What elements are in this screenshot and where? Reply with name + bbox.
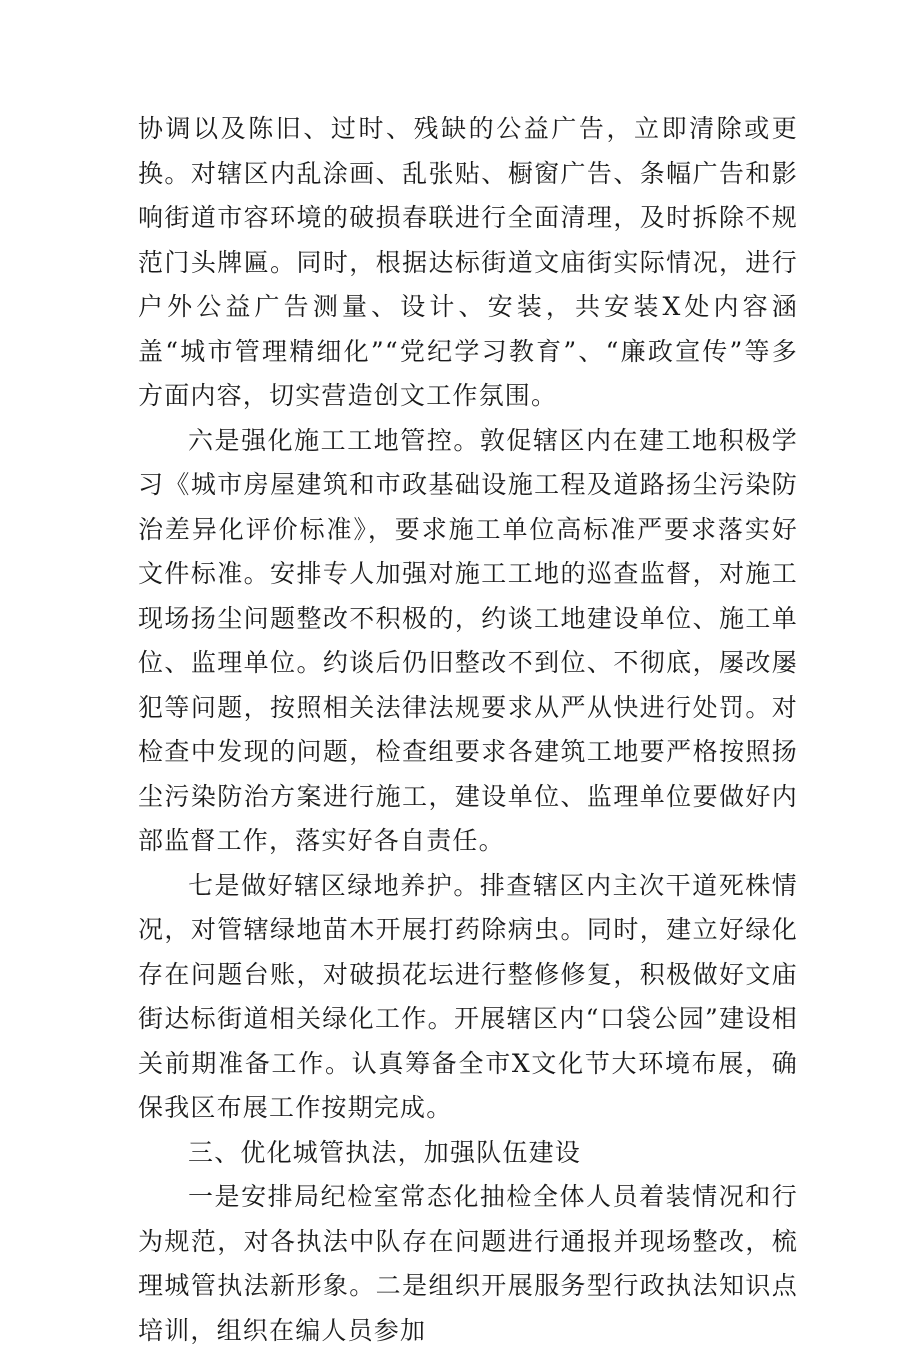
paragraph-greenbelt-maintenance: 七是做好辖区绿地养护。排查辖区内主次干道死株情况，对管辖绿地苗木开展打药除病虫。同时，建立好绿化存在问题台账，对破损花坛进行整修修复，积极做好文庙街达标街道相关绿化工作。开展辖区内“口袋公园”建设相关前期准备工作。认真筹备全市X文化节大环境布展，确保我区布展工作按期完成。 (138, 870, 798, 1122)
paragraph-discipline-inspection: 一是安排局纪检室常态化抽检全体人员着装情况和行为规范，对各执法中队存在问题进行通报并现场整改，梳理城管执法新形象。二是组织开展服务型行政执法知识点培训，组织在编人员参加 (138, 1182, 798, 1345)
document-body (138, 107, 798, 1353)
section-heading-enforcement: 三、优化城管执法，加强队伍建设 (188, 1137, 582, 1167)
paragraph-construction-site-control: 六是强化施工工地管控。敦促辖区内在建工地积极学习《城市房屋建筑和市政基础设施工程及道路扬尘污染防治差异化评价标准》，要求施工单位高标准严要求落实好文件标准。安排专人加强对施工工地的巡查监督，对施工现场扬尘问题整改不积极的，约谈工地建设单位、施工单位、监理单位。约谈后仍旧整改不到位、不彻底，屡改屡犯等问题，按照相关法律法规要求从严从快进行处罚。对检查中发现的问题，检查组要求各建筑工地要严格按照扬尘污染防治方案进行施工，建设单位、监理单位要做好内部监督工作，落实好各自责任。 (138, 425, 798, 855)
paragraph-advertising-cleanup: 协调以及陈旧、过时、残缺的公益广告，立即清除或更换。对辖区内乱涂画、乱张贴、橱窗广告、条幅广告和影响街道市容环境的破损春联进行全面清理，及时拆除不规范门头牌匾。同时，根据达标街道文庙街实际情况，进行户外公益广告测量、设计、安装，共安装X处内容涵盖“城市管理精细化”“党纪学习教育”、“廉政宣传”等多方面内容，切实营造创文工作氛围。 (138, 114, 798, 410)
